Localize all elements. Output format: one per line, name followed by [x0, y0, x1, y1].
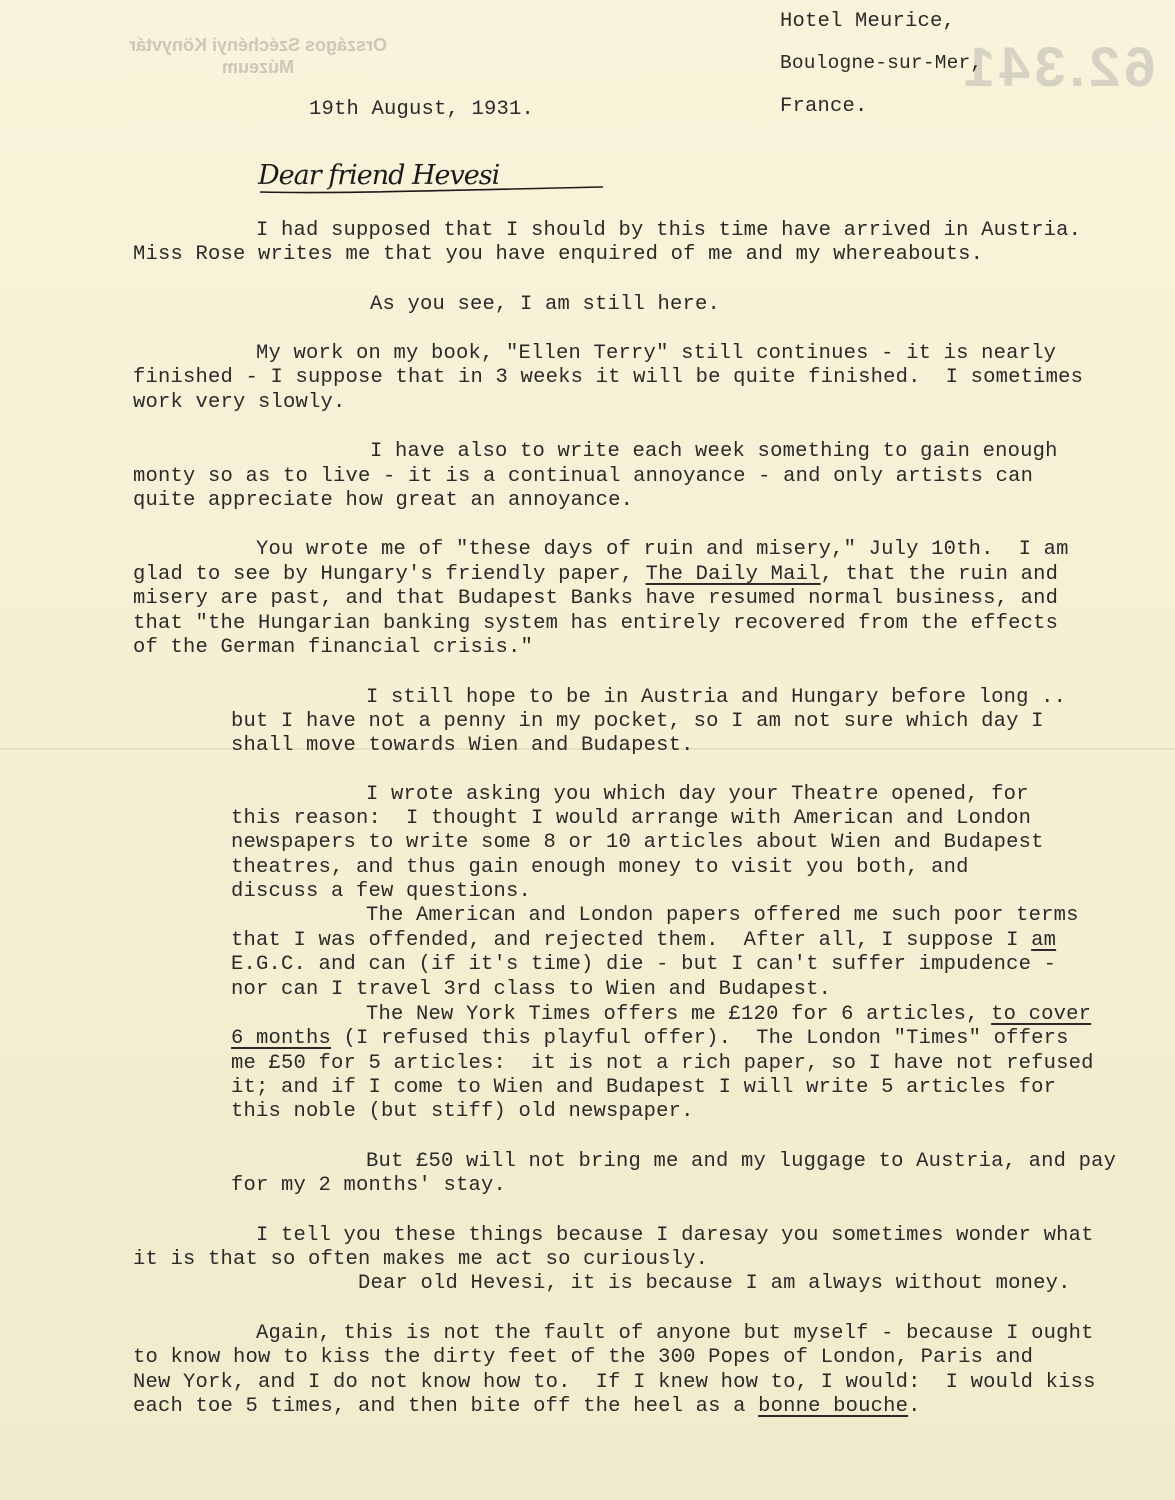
newspaper-title: The Daily Mail — [645, 563, 821, 586]
body-line: this noble (but stiff) old newspaper. — [231, 1100, 694, 1123]
body-line: Miss Rose writes me that you have enquired of me and my whereabouts. — [133, 243, 984, 266]
underlined-phrase: to cover — [991, 1003, 1092, 1026]
body-line: monty so as to live - it is a continual annoyance - and only artists can — [133, 465, 1034, 488]
underlined-word: am — [1031, 929, 1057, 952]
underlined-phrase: bonne bouche — [758, 1395, 909, 1418]
body-line: But £50 will not bring me and my luggage to Austria, and pay — [366, 1150, 1117, 1173]
letter-date: 19th August, 1931. — [309, 98, 535, 121]
library-stamp: Országos Széchényi Könyvtár Múzeum — [128, 35, 388, 77]
body-line: but I have not a penny in my pocket, so I am not sure which day I — [231, 710, 1044, 733]
body-line: I tell you these things because I daresay you sometimes wonder what — [256, 1224, 1094, 1247]
body-line: that "the Hungarian banking system has entirely recovered from the effects — [133, 612, 1059, 635]
body-line: this reason: I thought I would arrange with American and London — [231, 807, 1032, 830]
body-line: nor can I travel 3rd class to Wien and Budapest. — [231, 978, 832, 1001]
underlined-phrase: 6 months — [231, 1027, 332, 1050]
address-line-2: Boulogne-sur-Mer, — [780, 52, 983, 74]
body-line: newspapers to write some 8 or 10 articles about Wien and Budapest — [231, 831, 1044, 854]
body-line: finished - I suppose that in 3 weeks it will be quite finished. I sometimes — [133, 366, 1084, 389]
salutation-underline — [258, 184, 608, 198]
body-line: The American and London papers offered me such poor terms — [366, 904, 1079, 927]
body-line: Dear old Hevesi, it is because I am always without money. — [358, 1272, 1071, 1295]
body-line: New York, and I do not know how to. If I knew how to, I would: I would kiss — [133, 1371, 1096, 1394]
body-line: of the German financial crisis." — [133, 636, 534, 659]
body-line: I had supposed that I should by this time have arrived in Austria. — [256, 219, 1082, 242]
address-line-3: France. — [780, 95, 868, 118]
body-line: each toe 5 times, and then bite off the heel as a bonne bouche. — [133, 1395, 921, 1418]
body-line: for my 2 months' stay. — [231, 1174, 507, 1197]
handwritten-salutation: Dear friend Hevesi — [258, 160, 500, 191]
body-line: me £50 for 5 articles: it is not a rich paper, so I have not refused — [231, 1052, 1094, 1075]
body-line: theatres, and thus gain enough money to visit you both, and — [231, 856, 969, 879]
body-line: As you see, I am still here. — [370, 293, 721, 316]
body-line: that I was offended, and rejected them. After all, I suppose I am — [231, 929, 1057, 952]
body-line: it is that so often makes me act so curiously. — [133, 1248, 709, 1271]
address-line-1: Hotel Meurice, — [780, 10, 956, 33]
body-line: misery are past, and that Budapest Banks have resumed normal business, and — [133, 587, 1059, 610]
body-line: it; and if I come to Wien and Budapest I will write 5 articles for — [231, 1076, 1057, 1099]
body-line: work very slowly. — [133, 391, 346, 414]
body-line: to know how to kiss the dirty feet of the 300 Popes of London, Paris and — [133, 1346, 1034, 1369]
body-line: My work on my book, "Ellen Terry" still continues - it is nearly — [256, 342, 1057, 365]
body-line: discuss a few questions. — [231, 880, 532, 903]
stamp-number: 62.341 — [959, 35, 1155, 98]
body-line: I wrote asking you which day your Theatre opened, for — [366, 783, 1029, 806]
body-line: quite appreciate how great an annoyance. — [133, 489, 634, 512]
body-line: E.G.C. and can (if it's time) die - but I can't suffer impudence - — [231, 953, 1057, 976]
body-line: Again, this is not the fault of anyone but myself - because I ought — [256, 1322, 1094, 1345]
body-line: You wrote me of "these days of ruin and misery," July 10th. I am — [256, 538, 1069, 561]
body-line: glad to see by Hungary's friendly paper, The Daily Mail, that the ruin and — [133, 563, 1059, 586]
body-line: The New York Times offers me £120 for 6 articles, to cover — [366, 1003, 1092, 1026]
body-line: I still hope to be in Austria and Hungary before long .. — [366, 686, 1067, 709]
body-line: I have also to write each week something to gain enough — [370, 440, 1058, 463]
body-line: shall move towards Wien and Budapest. — [231, 734, 694, 757]
body-line: 6 months (I refused this playful offer). The London "Times" offers — [231, 1027, 1069, 1050]
